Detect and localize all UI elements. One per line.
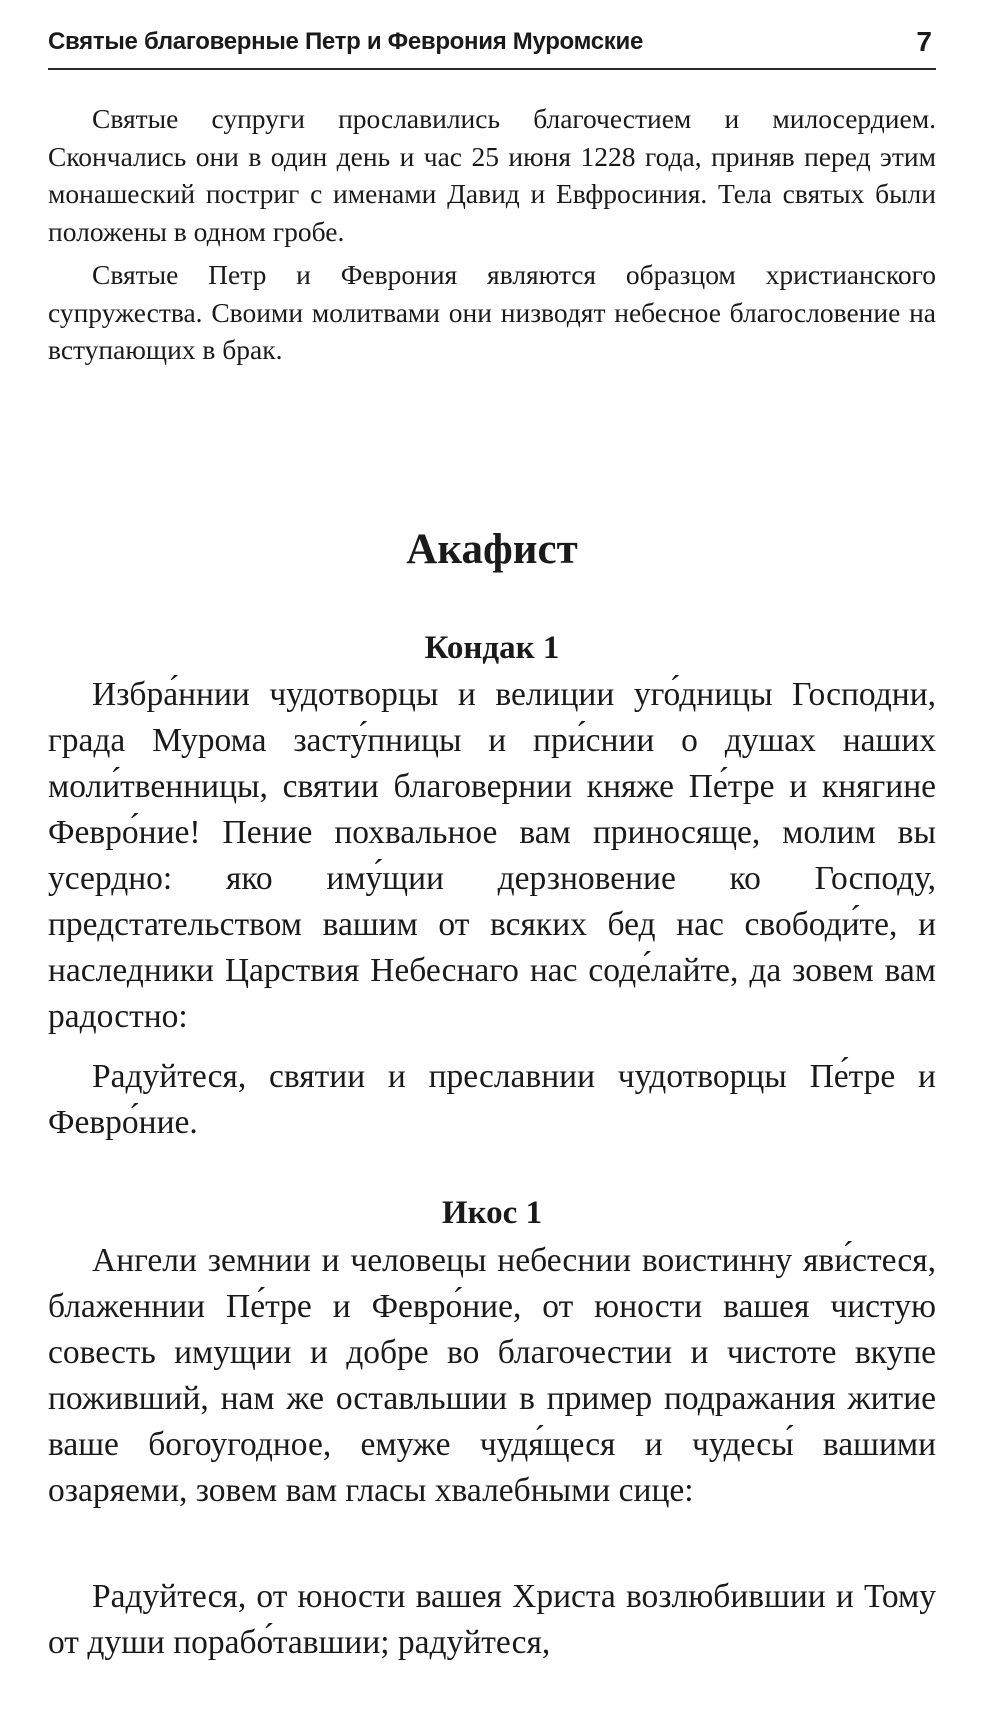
intro-paragraph: Святые супруги прославились благочестием и милосердием. Скончались они в один день и час 25 июня 1228 года, приняв перед этим монашеский постриг с именами Давид и Евфросиния. Тела святых были положены в одном гробе. xyxy=(48,103,936,247)
kontakion-title: Кондак 1 xyxy=(424,630,560,666)
running-title: Святые благоверные Петр и Феврония Муромские xyxy=(48,28,643,55)
ikos-refrain-block xyxy=(48,1574,936,1666)
ikos-title: Икос 1 xyxy=(441,1195,543,1231)
page-number: 7 xyxy=(916,26,932,57)
ikos-text-block xyxy=(48,1238,936,1514)
intro-section xyxy=(48,100,936,369)
kontakion-text-block xyxy=(48,672,936,1040)
intro-paragraph: Святые Петр и Феврония являются образцом христианского супружества. Своими молитвами они низводят небесное благословение на вступающих в брак. xyxy=(48,259,936,365)
akathist-title: Акафист xyxy=(406,526,578,573)
ikos-refrain: Радуйтеся, от юности вашея Христа возлюбившии и Тому от души порабо́тавшии; радуйтеся, xyxy=(48,1578,936,1661)
kontakion-refrain-block xyxy=(48,1054,936,1146)
running-header xyxy=(48,28,936,70)
kontakion-refrain: Радуйтеся, святии и преславнии чудотворцы Пе́тре и Февро́ние. xyxy=(48,1058,936,1141)
kontakion-text: Избра́ннии чудотворцы и велиции уго́дницы Господни, града Мурома засту́пницы и при́снии о душах наших моли́твенницы, святии благовернии княже Пе́тре и княгине Февро́ние! Пение похвальное вам приносяще, молим вы усердно: яко иму́щии дерзновение ко Господу, предстательством вашим от всяких бед нас свободи́те, и наследники Царствия Небеснаго нас соде́лайте, да зовем вам радостно: xyxy=(48,676,936,1035)
ikos-text: Ангели земнии и человецы небеснии воистинну яви́стеся, блаженнии Пе́тре и Февро́ние, от юности вашея чистую совесть имущии и добре во благочестии и чистоте вкупе поживший, нам же оставльшии в пример подражания житие ваше богоугодное, емуже чудя́щеся и чудесы́ вашими озаряеми, зовем вам гласы хвалебными сице: xyxy=(48,1242,936,1509)
book-page xyxy=(48,0,936,1709)
